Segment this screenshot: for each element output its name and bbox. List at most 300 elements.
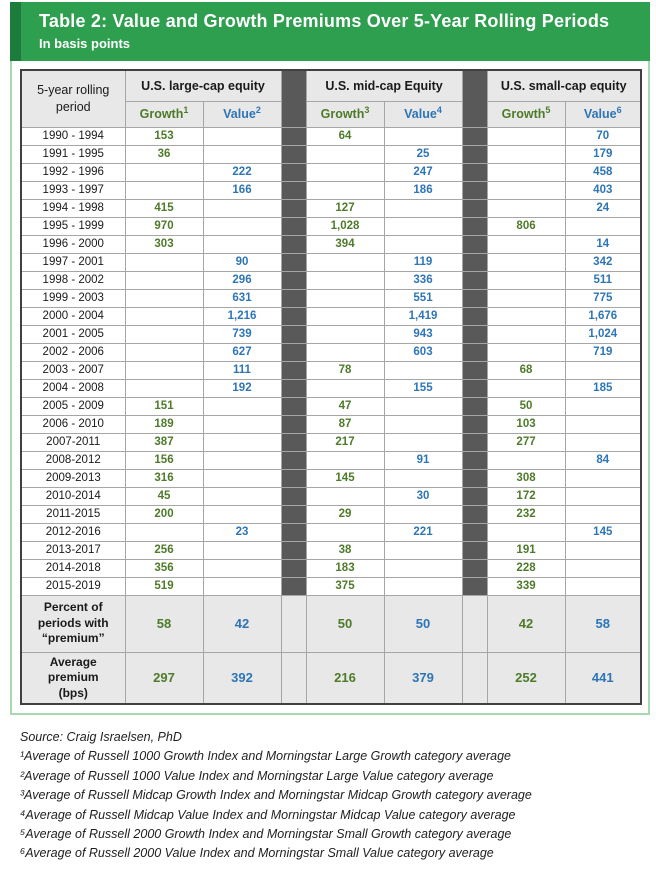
column-separator [281, 235, 306, 253]
premium-cell: 336 [384, 271, 462, 289]
column-separator [281, 163, 306, 181]
table-row [21, 181, 641, 199]
column-separator [281, 397, 306, 415]
premium-cell: 216 [306, 652, 384, 704]
premium-cell: 316 [125, 469, 203, 487]
premium-cell [384, 559, 462, 577]
column-separator [281, 307, 306, 325]
premium-cell: 627 [203, 343, 281, 361]
premium-cell: 806 [487, 217, 565, 235]
premium-cell [306, 523, 384, 541]
premium-cell [487, 127, 565, 145]
column-separator [281, 433, 306, 451]
premium-cell [565, 487, 641, 505]
premium-cell [203, 451, 281, 469]
premium-cell: 103 [487, 415, 565, 433]
premium-cell [384, 469, 462, 487]
premium-cell: 145 [565, 523, 641, 541]
group-header-mid-cap: U.S. mid-cap Equity [306, 70, 462, 101]
premium-cell [384, 235, 462, 253]
column-separator [281, 577, 306, 595]
premium-cell: 50 [487, 397, 565, 415]
col-header-growth-5 [487, 101, 565, 127]
period-cell: 1996 - 2000 [21, 235, 125, 253]
col-header-growth-3 [306, 101, 384, 127]
premium-cell [203, 505, 281, 523]
premium-cell [487, 199, 565, 217]
column-separator [462, 343, 487, 361]
premium-cell: 29 [306, 505, 384, 523]
column-separator [462, 433, 487, 451]
premium-cell: 1,419 [384, 307, 462, 325]
period-cell: 2001 - 2005 [21, 325, 125, 343]
premium-cell [565, 397, 641, 415]
premium-cell [565, 433, 641, 451]
column-separator [281, 199, 306, 217]
premium-cell: 191 [487, 541, 565, 559]
col-header-growth-1 [125, 101, 203, 127]
column-separator [462, 652, 487, 704]
premium-cell: 403 [565, 181, 641, 199]
column-separator [462, 577, 487, 595]
page-content [10, 2, 650, 864]
premium-cell: 1,676 [565, 307, 641, 325]
premium-cell: 603 [384, 343, 462, 361]
footnote-6: ⁶Average of Russell 2000 Value Index and Morningstar Small Value category average [20, 846, 494, 861]
table-row [21, 325, 641, 343]
premium-cell: 38 [306, 541, 384, 559]
premium-cell: 247 [384, 163, 462, 181]
col-header-value-4 [384, 101, 462, 127]
footnote-2: ²Average of Russell 1000 Value Index and Morningstar Large Value category average [20, 768, 494, 783]
premium-cell: 50 [384, 595, 462, 652]
table-row [21, 415, 641, 433]
premium-cell [384, 361, 462, 379]
premium-cell [384, 397, 462, 415]
premium-cell [384, 199, 462, 217]
footnotes [20, 728, 650, 864]
premium-cell [306, 307, 384, 325]
period-cell: 2004 - 2008 [21, 379, 125, 397]
premium-cell [203, 433, 281, 451]
column-separator [462, 415, 487, 433]
premium-cell: 392 [203, 652, 281, 704]
period-cell: 2003 - 2007 [21, 361, 125, 379]
premium-cell: 87 [306, 415, 384, 433]
column-separator [462, 181, 487, 199]
premium-cell [487, 307, 565, 325]
table-row [21, 271, 641, 289]
column-separator [281, 415, 306, 433]
premium-cell: 50 [306, 595, 384, 652]
table-row [21, 505, 641, 523]
premium-cell: 252 [487, 652, 565, 704]
premium-cell: 24 [565, 199, 641, 217]
premium-cell: 58 [565, 595, 641, 652]
period-cell: 2010-2014 [21, 487, 125, 505]
premium-cell [125, 523, 203, 541]
premium-cell: 185 [565, 379, 641, 397]
period-cell: 2005 - 2009 [21, 397, 125, 415]
table-frame [10, 61, 650, 715]
col-header-value-6 [565, 101, 641, 127]
group-header-row [21, 70, 641, 101]
period-cell: 2014-2018 [21, 559, 125, 577]
period-cell: 2015-2019 [21, 577, 125, 595]
premium-cell [487, 523, 565, 541]
premium-cell: 192 [203, 379, 281, 397]
footnote-marker: 1 [183, 104, 189, 115]
premium-cell: 84 [565, 451, 641, 469]
premium-cell [487, 163, 565, 181]
group-header-small-cap: U.S. small-cap equity [487, 70, 641, 101]
column-separator [281, 271, 306, 289]
premium-cell: 155 [384, 379, 462, 397]
premium-cell: 394 [306, 235, 384, 253]
premium-cell: 166 [203, 181, 281, 199]
table-row [21, 541, 641, 559]
premium-cell [306, 253, 384, 271]
premium-cell: 256 [125, 541, 203, 559]
footnote-1: ¹Average of Russell 1000 Growth Index and Morningstar Large Growth category average [20, 749, 512, 764]
premium-cell [487, 145, 565, 163]
premium-cell [384, 577, 462, 595]
premium-cell [306, 181, 384, 199]
premium-cell: 551 [384, 289, 462, 307]
premium-cell [203, 235, 281, 253]
period-cell: 1991 - 1995 [21, 145, 125, 163]
group-header-large-cap: U.S. large-cap equity [125, 70, 281, 101]
col-header-label: Value [583, 107, 617, 121]
premium-cell: 775 [565, 289, 641, 307]
premium-cell [203, 199, 281, 217]
column-separator [281, 325, 306, 343]
column-separator [281, 289, 306, 307]
table-row [21, 397, 641, 415]
column-separator [462, 379, 487, 397]
column-separator [281, 217, 306, 235]
premium-cell: 221 [384, 523, 462, 541]
period-cell: 1997 - 2001 [21, 253, 125, 271]
premium-cell: 387 [125, 433, 203, 451]
premium-cell [384, 541, 462, 559]
premium-table [20, 69, 642, 705]
footnote-marker: 6 [616, 104, 622, 115]
column-separator [281, 70, 306, 127]
premium-cell: 145 [306, 469, 384, 487]
column-separator [462, 289, 487, 307]
column-separator [462, 271, 487, 289]
column-separator [281, 505, 306, 523]
premium-cell: 25 [384, 145, 462, 163]
period-cell: 2007-2011 [21, 433, 125, 451]
column-separator [281, 541, 306, 559]
table-row [21, 451, 641, 469]
column-separator [281, 145, 306, 163]
premium-cell [306, 289, 384, 307]
column-separator [281, 379, 306, 397]
table-row [21, 217, 641, 235]
premium-cell: 179 [565, 145, 641, 163]
summary-label-cell: Percent of periods with “premium” [21, 595, 125, 652]
premium-cell: 1,028 [306, 217, 384, 235]
footnote-marker: 5 [545, 104, 551, 115]
column-separator [462, 307, 487, 325]
premium-cell: 519 [125, 577, 203, 595]
premium-cell: 186 [384, 181, 462, 199]
col-header-label: Growth [320, 107, 365, 121]
premium-cell: 342 [565, 253, 641, 271]
premium-cell [487, 253, 565, 271]
column-separator [462, 595, 487, 652]
premium-cell: 14 [565, 235, 641, 253]
premium-cell [565, 415, 641, 433]
column-separator [462, 505, 487, 523]
premium-cell [125, 271, 203, 289]
table-row [21, 163, 641, 181]
premium-cell [384, 433, 462, 451]
column-separator [281, 652, 306, 704]
period-cell: 2000 - 2004 [21, 307, 125, 325]
premium-cell [384, 415, 462, 433]
premium-cell [565, 469, 641, 487]
premium-cell [125, 181, 203, 199]
premium-cell: 375 [306, 577, 384, 595]
premium-cell [125, 289, 203, 307]
footnote-4: ⁴Average of Russell Midcap Value Index and Morningstar Midcap Value category average [20, 807, 516, 822]
premium-cell [384, 127, 462, 145]
col-header-value-2 [203, 101, 281, 127]
premium-cell: 415 [125, 199, 203, 217]
column-separator [462, 487, 487, 505]
column-separator [281, 523, 306, 541]
premium-cell: 68 [487, 361, 565, 379]
premium-cell: 42 [487, 595, 565, 652]
premium-cell [203, 487, 281, 505]
premium-cell [203, 127, 281, 145]
column-separator [462, 361, 487, 379]
column-separator [281, 127, 306, 145]
table-row [21, 487, 641, 505]
premium-cell: 127 [306, 199, 384, 217]
premium-cell [384, 217, 462, 235]
table-row [21, 433, 641, 451]
premium-cell: 90 [203, 253, 281, 271]
premium-cell: 1,024 [565, 325, 641, 343]
column-separator [462, 451, 487, 469]
premium-cell: 441 [565, 652, 641, 704]
premium-cell: 58 [125, 595, 203, 652]
table-subtitle: In basis points [39, 36, 131, 51]
summary-label-cell: Average premium (bps) [21, 652, 125, 704]
source-line: Source: Craig Israelsen, PhD [20, 730, 182, 744]
column-separator [462, 523, 487, 541]
footnote-marker: 4 [436, 104, 442, 115]
footnote-marker: 2 [255, 104, 261, 115]
column-separator [462, 235, 487, 253]
premium-cell [306, 343, 384, 361]
premium-cell [487, 181, 565, 199]
table-title: Table 2: Value and Growth Premiums Over 5-Year Rolling Periods [39, 11, 610, 31]
col-header-label: Growth [139, 107, 184, 121]
column-separator [462, 145, 487, 163]
column-separator [281, 343, 306, 361]
period-cell: 1995 - 1999 [21, 217, 125, 235]
premium-cell: 156 [125, 451, 203, 469]
premium-cell: 308 [487, 469, 565, 487]
premium-cell: 78 [306, 361, 384, 379]
premium-cell: 70 [565, 127, 641, 145]
column-separator [462, 325, 487, 343]
period-cell: 1993 - 1997 [21, 181, 125, 199]
premium-cell [565, 559, 641, 577]
table-row [21, 145, 641, 163]
table-row [21, 559, 641, 577]
table-row [21, 307, 641, 325]
premium-cell [203, 145, 281, 163]
premium-cell: 47 [306, 397, 384, 415]
premium-cell: 277 [487, 433, 565, 451]
premium-cell [565, 577, 641, 595]
premium-cell [306, 379, 384, 397]
column-separator [462, 397, 487, 415]
premium-cell [306, 145, 384, 163]
premium-cell: 511 [565, 271, 641, 289]
premium-cell: 631 [203, 289, 281, 307]
column-separator [462, 127, 487, 145]
table-body [21, 127, 641, 704]
premium-cell [487, 289, 565, 307]
premium-cell: 119 [384, 253, 462, 271]
column-separator [462, 163, 487, 181]
col-header-label: Value [223, 107, 256, 121]
premium-cell: 172 [487, 487, 565, 505]
premium-cell: 303 [125, 235, 203, 253]
column-separator [462, 199, 487, 217]
premium-cell [203, 415, 281, 433]
premium-cell: 739 [203, 325, 281, 343]
premium-cell: 45 [125, 487, 203, 505]
premium-cell [487, 235, 565, 253]
premium-cell: 356 [125, 559, 203, 577]
premium-cell: 458 [565, 163, 641, 181]
premium-cell [203, 559, 281, 577]
premium-cell [487, 343, 565, 361]
table-row [21, 361, 641, 379]
period-cell: 2002 - 2006 [21, 343, 125, 361]
premium-cell [125, 325, 203, 343]
period-cell: 1998 - 2002 [21, 271, 125, 289]
premium-cell [565, 217, 641, 235]
period-cell: 1999 - 2003 [21, 289, 125, 307]
period-cell: 2011-2015 [21, 505, 125, 523]
column-separator [281, 595, 306, 652]
premium-cell [125, 343, 203, 361]
period-cell: 1994 - 1998 [21, 199, 125, 217]
premium-cell [565, 541, 641, 559]
premium-cell [203, 397, 281, 415]
period-cell: 2006 - 2010 [21, 415, 125, 433]
premium-cell: 30 [384, 487, 462, 505]
premium-cell: 153 [125, 127, 203, 145]
premium-cell: 217 [306, 433, 384, 451]
table-row [21, 127, 641, 145]
premium-cell [125, 361, 203, 379]
column-separator [281, 451, 306, 469]
table-row [21, 577, 641, 595]
table-row [21, 523, 641, 541]
premium-cell [125, 307, 203, 325]
premium-cell: 232 [487, 505, 565, 523]
column-separator [462, 70, 487, 127]
premium-cell [384, 505, 462, 523]
premium-cell: 111 [203, 361, 281, 379]
premium-cell [565, 361, 641, 379]
premium-cell [125, 163, 203, 181]
table-row [21, 199, 641, 217]
premium-cell [306, 487, 384, 505]
premium-cell [203, 217, 281, 235]
premium-cell [203, 541, 281, 559]
premium-cell [125, 379, 203, 397]
premium-cell: 151 [125, 397, 203, 415]
period-cell: 1990 - 1994 [21, 127, 125, 145]
footnote-marker: 3 [364, 104, 370, 115]
column-separator [281, 253, 306, 271]
premium-cell: 719 [565, 343, 641, 361]
column-separator [462, 541, 487, 559]
col-header-label: Growth [501, 107, 546, 121]
period-cell: 2008-2012 [21, 451, 125, 469]
column-separator [462, 559, 487, 577]
premium-cell: 183 [306, 559, 384, 577]
premium-cell [487, 325, 565, 343]
premium-cell [306, 451, 384, 469]
premium-cell [487, 271, 565, 289]
premium-cell: 36 [125, 145, 203, 163]
premium-cell: 379 [384, 652, 462, 704]
column-separator [281, 559, 306, 577]
col-header-label: Value [404, 107, 437, 121]
table-row [21, 343, 641, 361]
premium-cell: 1,216 [203, 307, 281, 325]
premium-cell: 91 [384, 451, 462, 469]
premium-cell [306, 325, 384, 343]
column-separator [462, 217, 487, 235]
premium-cell [203, 469, 281, 487]
table-row [21, 469, 641, 487]
table-row [21, 379, 641, 397]
premium-cell: 297 [125, 652, 203, 704]
table-row [21, 253, 641, 271]
premium-cell [487, 379, 565, 397]
premium-cell: 228 [487, 559, 565, 577]
period-cell: 2009-2013 [21, 469, 125, 487]
premium-cell: 339 [487, 577, 565, 595]
premium-cell: 222 [203, 163, 281, 181]
premium-cell: 42 [203, 595, 281, 652]
period-column-header: 5-year rolling period [21, 70, 125, 127]
column-separator [281, 181, 306, 199]
table-title-banner [10, 2, 650, 61]
premium-cell: 200 [125, 505, 203, 523]
premium-cell [125, 253, 203, 271]
premium-cell [306, 163, 384, 181]
table-row [21, 235, 641, 253]
column-separator [281, 361, 306, 379]
period-cell: 1992 - 1996 [21, 163, 125, 181]
summary-row-average [21, 652, 641, 704]
